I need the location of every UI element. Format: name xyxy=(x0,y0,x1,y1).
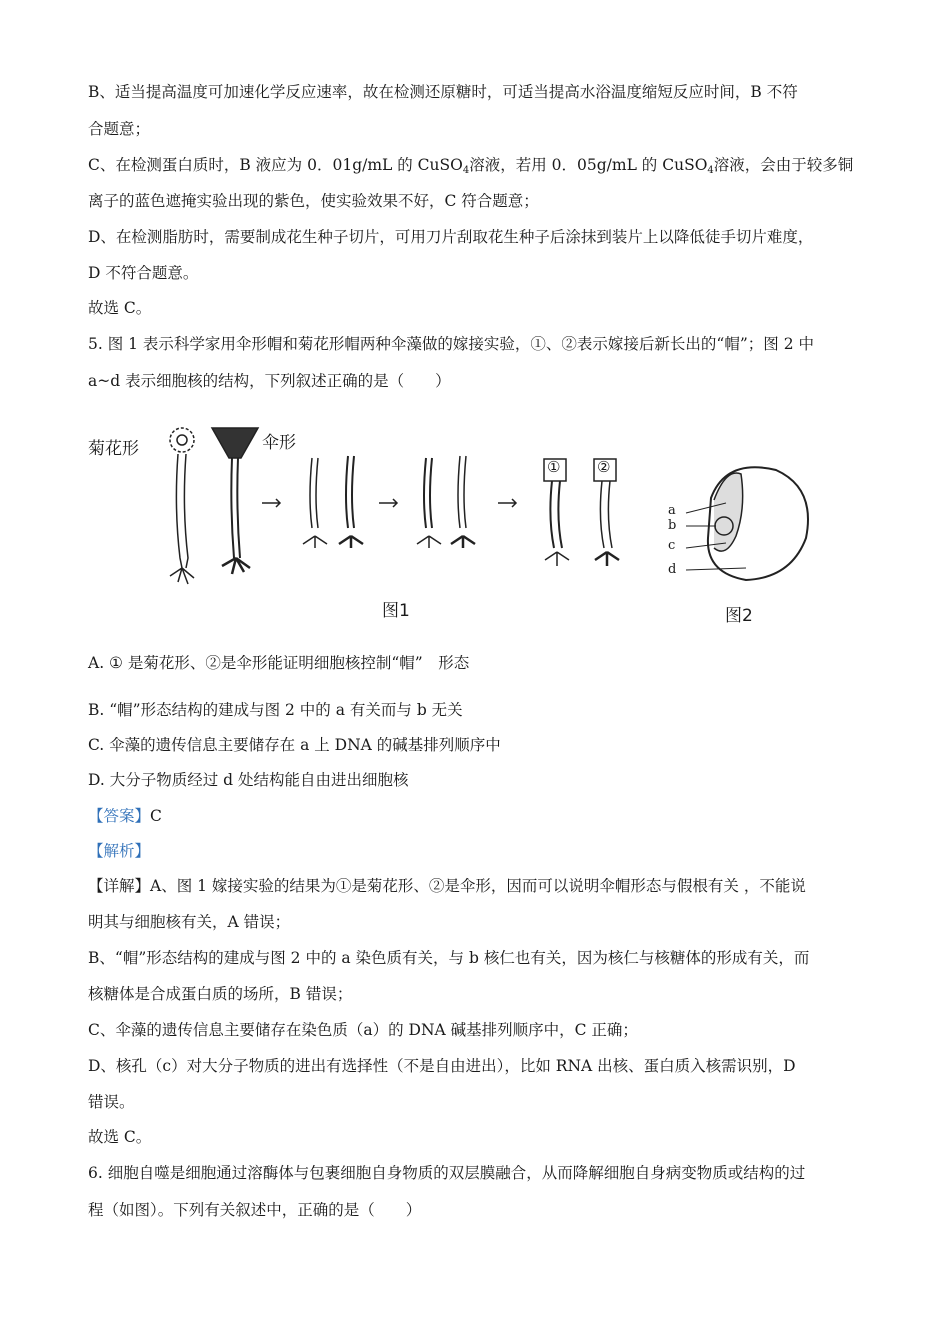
nucleus-icon xyxy=(686,467,808,580)
label-chrysanthemum: 菊花形 xyxy=(88,439,139,459)
q4-option-c-line2: 离子的蓝色遮掩实验出现的紫色，使实验效果不好，C 符合题意； xyxy=(88,192,539,210)
q5-conclusion: 故选 C。 xyxy=(88,1128,152,1146)
label-umbrella: 伞形 xyxy=(262,433,296,453)
q5-figure xyxy=(86,418,866,628)
q5-stem-line1: 5. 图 1 表示科学家用伞形帽和菊花形帽两种伞藻做的嫁接实验，①、②表示嫁接后新长出的“帽”；图 2 中 xyxy=(88,335,814,353)
answer-value: C xyxy=(150,807,162,825)
q5-stem-line2: a~d 表示细胞核的结构，下列叙述正确的是（ ） xyxy=(88,372,451,390)
q5-d-line2: 错误。 xyxy=(88,1093,135,1111)
nucleus-label-b: b xyxy=(668,518,677,533)
q4-option-b-line1: B、适当提高温度可加速化学反应速率，故在检测还原糖时，可适当提高水浴温度缩短反应时间，B 不符 xyxy=(88,83,798,101)
q5-b-line1: B、“帽”形态结构的建成与图 2 中的 a 染色质有关，与 b 核仁也有关，因为核仁与核糖体的形成有关，而 xyxy=(88,949,810,967)
marker-2: ② xyxy=(597,458,611,476)
q5-option-c: C. 伞藻的遗传信息主要储存在 a 上 DNA 的碱基排列顺序中 xyxy=(88,736,501,754)
q5-d-line1: D、核孔（c）对大分子物质的进出有选择性（不是自由进出），比如 RNA 出核、蛋白质入核需识别，D xyxy=(88,1057,796,1075)
umbrella-cap-icon xyxy=(212,428,258,458)
nucleus-label-d: d xyxy=(668,562,677,577)
acetabularia-grafting-diagram xyxy=(86,418,866,628)
q5-option-b: B. “帽”形态结构的建成与图 2 中的 a 有关而与 b 无关 xyxy=(88,701,463,719)
q5-analysis-tag: 【解析】 xyxy=(88,842,151,860)
q4-option-d-line2: D 不符合题意。 xyxy=(88,264,199,282)
q5-b-line2: 核糖体是合成蛋白质的场所，B 错误； xyxy=(88,985,353,1003)
q4-option-b-line2: 合题意； xyxy=(88,120,151,138)
marker-1: ① xyxy=(547,458,561,476)
q4-conclusion: 故选 C。 xyxy=(88,299,152,317)
q4-option-c-line1: C、在检测蛋白质时，B 液应为 0．01g/mL 的 CuSO$_4$溶液，若用 0．05g/mL 的 CuSO$_4$溶液，会由于较多铜 xyxy=(88,156,854,176)
q6-stem-line2: 程（如图）。下列有关叙述中，正确的是（ ） xyxy=(88,1201,422,1219)
q5-option-d: D. 大分子物质经过 d 处结构能自由进出细胞核 xyxy=(88,771,409,789)
q4-option-d-line1: D、在检测脂肪时，需要制成花生种子切片，可用刀片刮取花生种子后涂抹到装片上以降低徒手切片难度， xyxy=(88,228,814,246)
q5-answer xyxy=(88,806,162,826)
caption-figure-1: 图1 xyxy=(382,601,410,621)
answer-tag: 【答案】 xyxy=(88,807,151,825)
q5-c-line: C、伞藻的遗传信息主要储存在染色质（a）的 DNA 碱基排列顺序中，C 正确； xyxy=(88,1021,638,1039)
nucleus-label-c: c xyxy=(668,538,676,553)
caption-figure-2: 图2 xyxy=(725,606,753,626)
q5-detail-line1: 【详解】A、图 1 嫁接实验的结果为①是菊花形、②是伞形，因而可以说明伞帽形态与假根有关 ，不能说 xyxy=(88,877,806,895)
nucleus-label-a: a xyxy=(668,503,676,518)
q6-stem-line1: 6. 细胞自噬是细胞通过溶酶体与包裹细胞自身物质的双层膜融合，从而降解细胞自身病变物质或结构的过 xyxy=(88,1164,806,1182)
q5-option-a: A. ① 是菊花形、②是伞形能证明细胞核控制“帽” 形态 xyxy=(88,654,470,672)
chrysanthemum-cap-icon xyxy=(170,428,194,452)
q5-detail-line2: 明其与细胞核有关，A 错误； xyxy=(88,913,291,931)
